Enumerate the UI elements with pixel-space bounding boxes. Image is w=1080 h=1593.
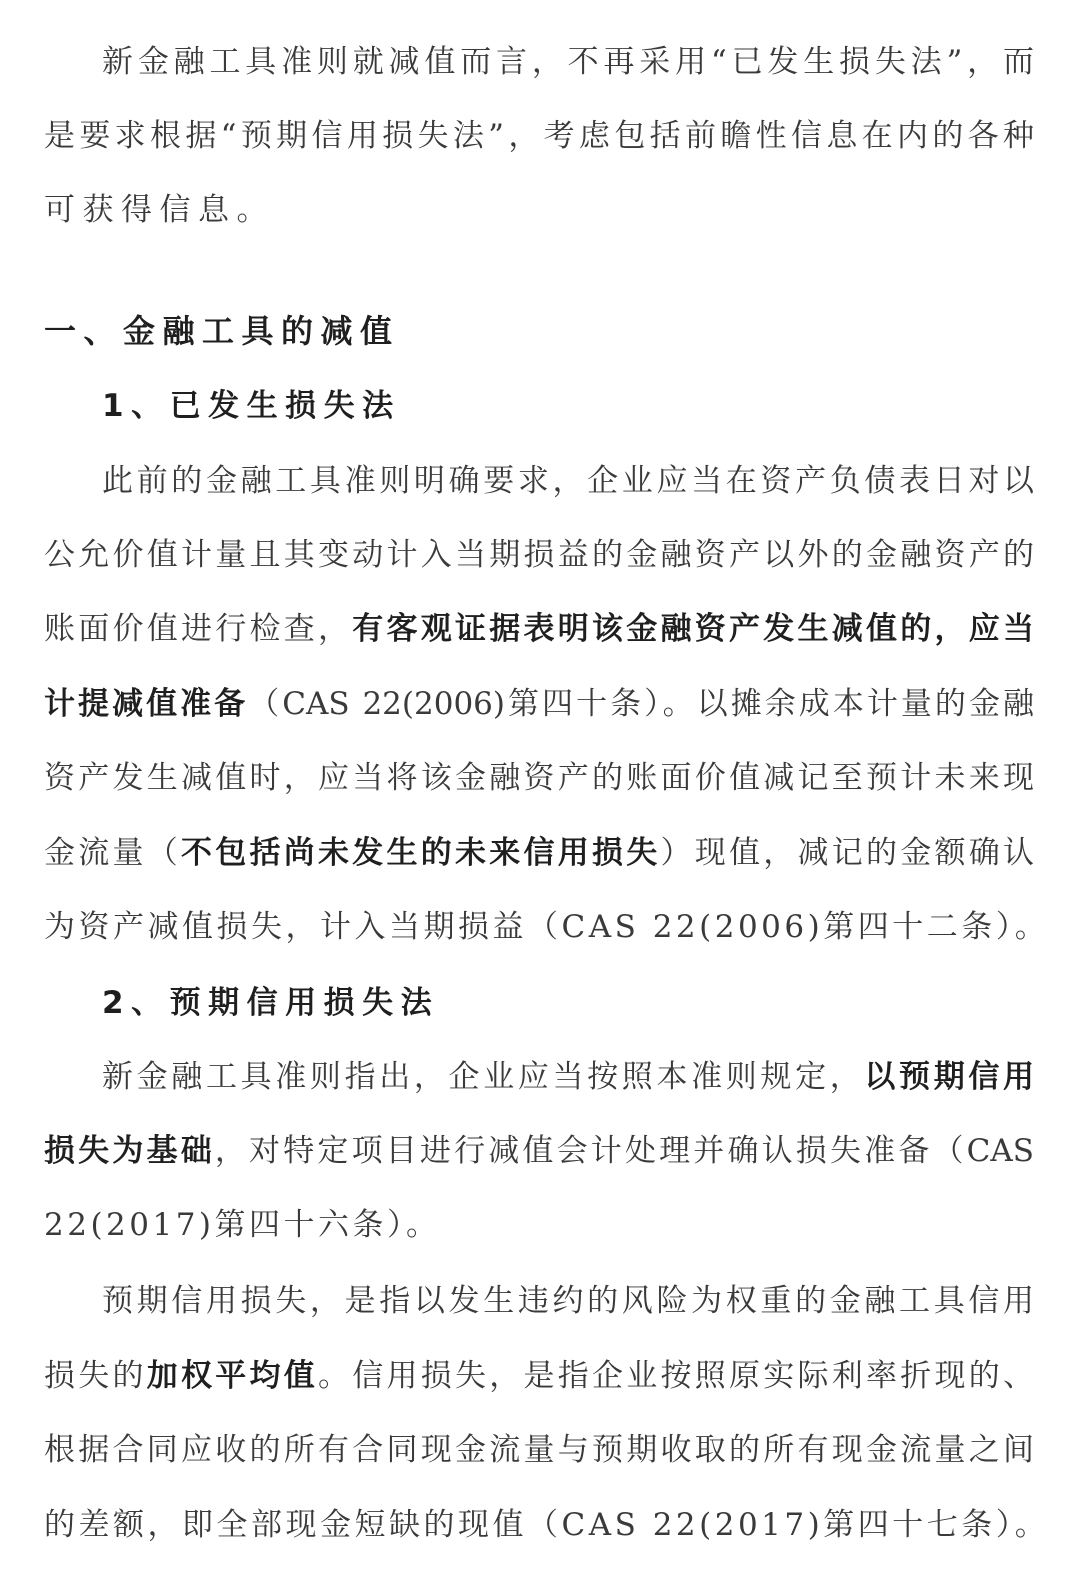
- paragraph-line: 为资产减值损失，计入当期损益（CAS 22(2006)第四十二条）。: [44, 909, 1050, 945]
- bold-text: 损失为基础: [44, 1133, 215, 1169]
- text-segment: （CAS 22(2006)第四十条）。以摊余成本计量的金融: [248, 686, 1035, 722]
- subheading-incurred-loss: 1、已发生损失法: [102, 388, 401, 424]
- section-heading: 一、金融工具的减值: [44, 312, 400, 350]
- paragraph-line: 资产发生减值时，应当将该金融资产的账面价值减记至预计未来现: [44, 760, 1034, 796]
- bold-text: 不包括尚未发生的未来信用损失: [181, 835, 661, 871]
- paragraph-line: 预期信用损失，是指以发生违约的风险为权重的金融工具信用: [102, 1283, 1034, 1319]
- intro-line-1: 新金融工具准则就减值而言，不再采用“已发生损失法”，而: [102, 44, 1034, 80]
- paragraph-line: [44, 684, 1034, 724]
- paragraph-line: [102, 1057, 1034, 1097]
- text-segment: 金流量（: [44, 835, 181, 871]
- subheading-expected-credit-loss: 2、预期信用损失法: [102, 985, 440, 1021]
- paragraph-line: 此前的金融工具准则明确要求，企业应当在资产负债表日对以: [102, 463, 1034, 499]
- paragraph-line: [44, 1356, 1034, 1396]
- intro-line-2: 是要求根据“预期信用损失法”，考虑包括前瞻性信息在内的各种: [44, 118, 1034, 154]
- paragraph-line: [44, 833, 1034, 873]
- text-segment: 账面价值进行检查，: [44, 611, 353, 647]
- bold-text: 计提减值准备: [44, 686, 249, 722]
- paragraph-line: [44, 1131, 1034, 1171]
- bold-text: 以预期信用: [864, 1059, 1035, 1095]
- bold-text: 加权平均值: [146, 1358, 318, 1394]
- bold-text: 有客观证据表明该金融资产发生减值的，应当: [352, 611, 1034, 647]
- paragraph-line: [44, 609, 1034, 649]
- text-segment: 损失的: [44, 1358, 147, 1394]
- text-segment: 新金融工具准则指出，企业应当按照本准则规定，: [102, 1059, 865, 1095]
- paragraph-line: 22(2017)第四十六条）。: [44, 1207, 441, 1243]
- paragraph-line: 根据合同应收的所有合同现金流量与预期收取的所有现金流量之间: [44, 1432, 1034, 1468]
- text-segment: 。信用损失，是指企业按照原实际利率折现的、: [318, 1358, 1034, 1394]
- paragraph-line: 公允价值计量且其变动计入当期损益的金融资产以外的金融资产的: [44, 537, 1034, 573]
- text-segment: ）现值，减记的金额确认: [660, 835, 1034, 871]
- intro-line-3: 可获得信息。: [44, 192, 275, 228]
- paragraph-line: 的差额，即全部现金短缺的现值（CAS 22(2017)第四十七条）。: [44, 1507, 1050, 1543]
- text-segment: ，对特定项目进行减值会计处理并确认损失准备（CAS: [214, 1133, 1035, 1169]
